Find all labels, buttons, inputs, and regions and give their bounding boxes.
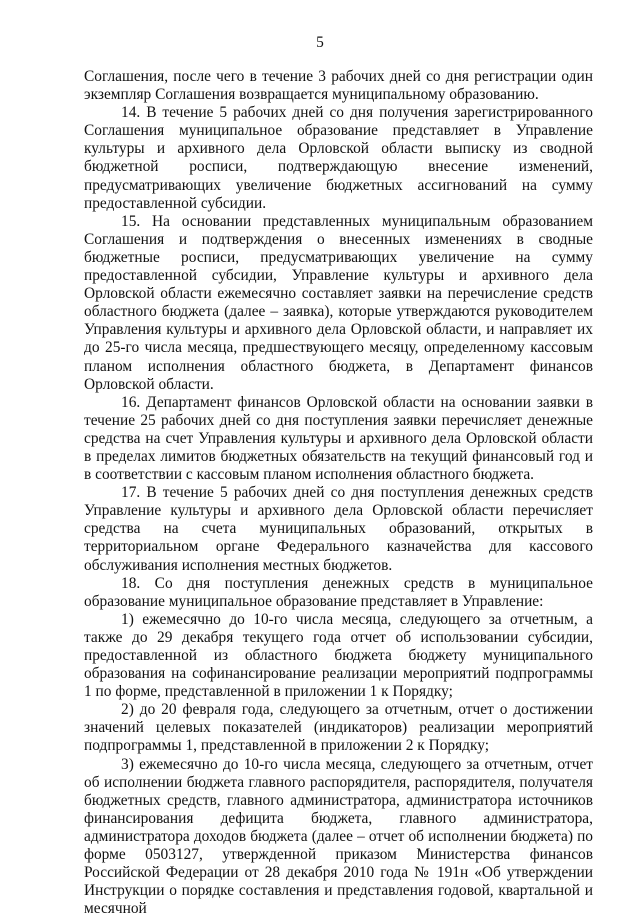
paragraph-item-17: 17. В течение 5 рабочих дней со дня поступления денежных средств Управление культуры и архивного дела Орловской области перечисляет средства на счета муниципальных образований, открытых в территориальном органе Федерального казначейства для кассового обслуживания исполнения местных бюджетов.: [84, 484, 593, 574]
paragraph-item-14: 14. В течение 5 рабочих дней со дня получения зарегистрированного Соглашения муниципальное образование представляет в Управление культуры и архивного дела Орловской области выписку из сводной бюджетной росписи, подтверждающую внесение изменений, предусматривающих увеличение бюджетных ассигнований на сумму предоставленной субсидии.: [84, 104, 593, 212]
paragraph-item-16: 16. Департамент финансов Орловской области на основании заявки в течение 25 рабочих дней со дня поступления заявки перечисляет денежные средства на счет Управления культуры и архивного дела Орловской области в пределах лимитов бюджетных обязательств на текущий финансовый год и в соответствии с кассовым планом исполнения областного бюджета.: [84, 393, 593, 484]
paragraph-continuation: Соглашения, после чего в течение 3 рабочих дней со дня регистрации один экземпляр Соглашения возвращается муниципальному образованию.: [84, 68, 593, 104]
paragraph-item-18: 18. Со дня поступления денежных средств в муниципальное образование муниципальное образование представляет в Управление:: [84, 574, 593, 610]
paragraph-subitem-1: 1) ежемесячно до 10-го числа месяца, следующего за отчетным, а также до 29 декабря текущего года отчет об использовании субсидии, предоставленной из областного бюджета бюджету муниципального образования на софинансирование реализации мероприятий подпрограммы 1 по форме, представленной в приложении 1 к Порядку;: [84, 610, 593, 701]
paragraph-item-15: 15. На основании представленных муниципальным образованием Соглашения и подтверждения о внесенных изменениях в сводные бюджетные росписи, предусматривающих увеличение на сумму предоставленной субсидии, Управление культуры и архивного дела Орловской области ежемесячно составляет заявки на перечисление средств областного бюджета (далее – заявка), которые утверждаются руководителем Управления культуры и архивного дела Орловской области, и направляет их до 25-го числа месяца, предшествующего месяцу, определенному кассовым планом исполнения областного бюджета, в Департамент финансов Орловской области.: [84, 212, 593, 393]
paragraph-subitem-3: 3) ежемесячно до 10-го числа месяца, следующего за отчетным, отчет об исполнении бюджета главного распорядителя, распорядителя, получателя бюджетных средств, главного администратора, администратора источников финансирования дефицита бюджета, главного администратора, администратора доходов бюджета (далее – отчет об исполнении бюджета) по форме 0503127, утвержденной приказом Министерства финансов Российской Федерации от 28 декабря 2010 года № 191н «Об утверждении Инструкции о порядке составления и представления годовой, квартальной и месячной: [84, 755, 593, 918]
document-body: [84, 68, 593, 918]
paragraph-subitem-2: 2) до 20 февраля года, следующего за отчетным, отчет о достижении значений целевых показателей (индикаторов) реализации мероприятий подпрограммы 1, представленной в приложении 2 к Порядку;: [84, 701, 593, 755]
page-number: 5: [316, 34, 324, 51]
